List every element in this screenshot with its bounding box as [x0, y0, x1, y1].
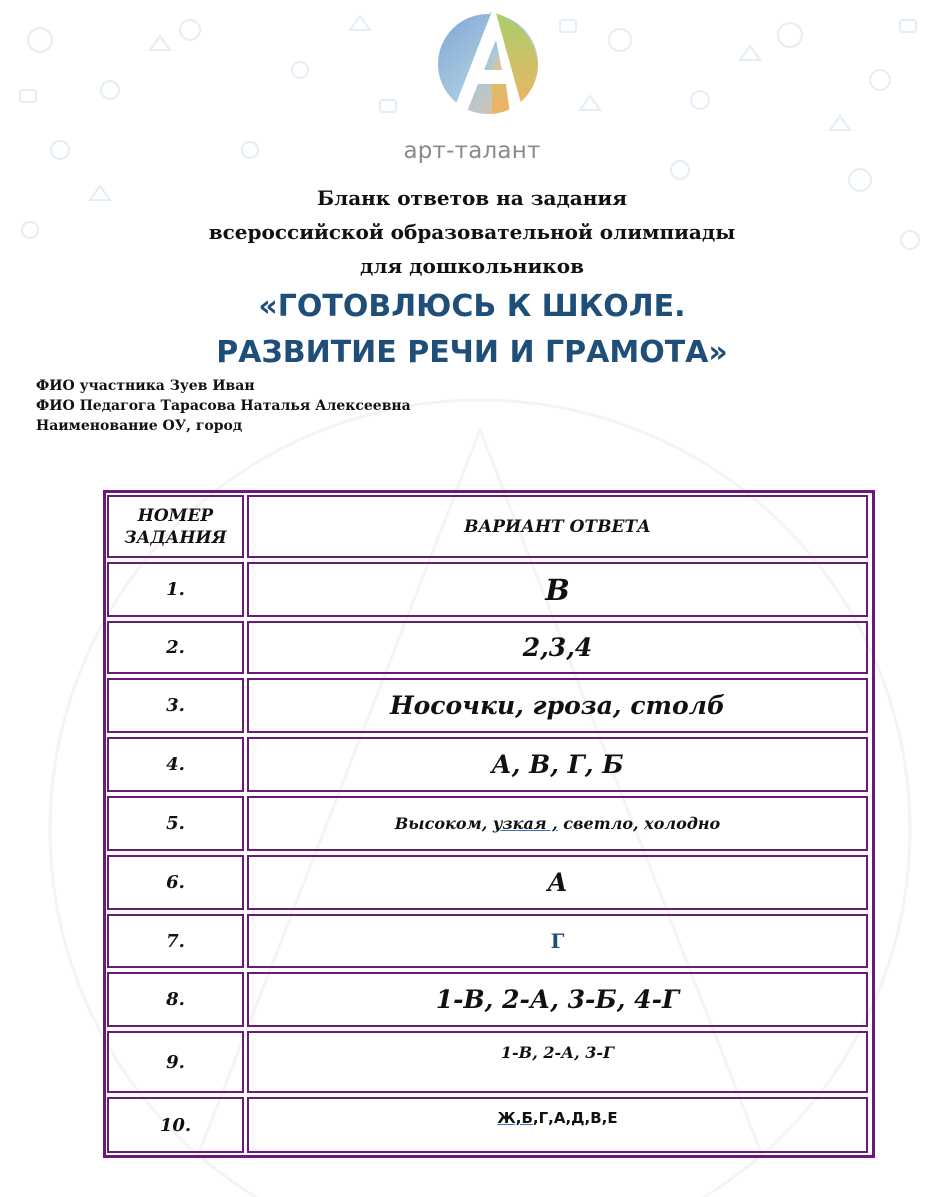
- header-answer: ВАРИАНТ ОТВЕТА: [247, 495, 868, 558]
- task-number-10: 10.: [107, 1097, 244, 1153]
- answer-4: А, В, Г, Б: [247, 737, 868, 792]
- logo: [0, 0, 944, 175]
- task-number-2: 2.: [107, 621, 244, 674]
- task-number-7: 7.: [107, 914, 244, 968]
- answer-2: 2,3,4: [247, 621, 868, 674]
- answer-6: А: [247, 855, 868, 910]
- olympiad-title-line-1: «ГОТОВЛЮСЬ К ШКОЛЕ.: [258, 289, 686, 324]
- task-number-3: 3.: [107, 678, 244, 733]
- heading-line-3: для дошкольников: [360, 254, 584, 278]
- task-number-6: 6.: [107, 855, 244, 910]
- header-task-number: НОМЕР ЗАДАНИЯ: [107, 495, 244, 558]
- task-number-4: 4.: [107, 737, 244, 792]
- answer-5-part-2: светло, холодно: [557, 814, 721, 833]
- task-number-1: 1.: [107, 562, 244, 617]
- answer-10-rest: ,Г,А,Д,В,Е: [532, 1109, 618, 1127]
- school-name: Наименование ОУ, город: [36, 418, 243, 434]
- answer-7: Г: [247, 914, 868, 968]
- answer-10-underlined: Ж,Б: [497, 1109, 533, 1127]
- task-number-9: 9.: [107, 1031, 244, 1093]
- answer-1: В: [247, 562, 868, 617]
- answer-9: 1-В, 2-А, 3-Г: [247, 1031, 868, 1093]
- answer-5-underlined: узкая ,: [492, 814, 558, 833]
- logo-text: арт-талант: [403, 138, 541, 164]
- heading-line-1: Бланк ответов на задания: [317, 186, 627, 210]
- answer-8: 1-В, 2-А, 3-Б, 4-Г: [247, 972, 868, 1027]
- art-talant-logo-icon: [432, 2, 542, 127]
- answer-3: Носочки, гроза, столб: [247, 678, 868, 733]
- answer-10: [247, 1097, 868, 1153]
- task-number-8: 8.: [107, 972, 244, 1027]
- olympiad-title-line-2: РАЗВИТИЕ РЕЧИ И ГРАМОТА»: [216, 335, 728, 370]
- answer-5-part-1: Высоком,: [394, 814, 493, 833]
- task-number-5: 5.: [107, 796, 244, 851]
- heading-line-2: всероссийской образовательной олимпиады: [208, 220, 736, 244]
- participant-info: [36, 376, 411, 436]
- participant-name: ФИО участника Зуев Иван: [36, 378, 255, 394]
- answer-5: [247, 796, 868, 851]
- teacher-name: ФИО Педагога Тарасова Наталья Алексеевна: [36, 398, 411, 414]
